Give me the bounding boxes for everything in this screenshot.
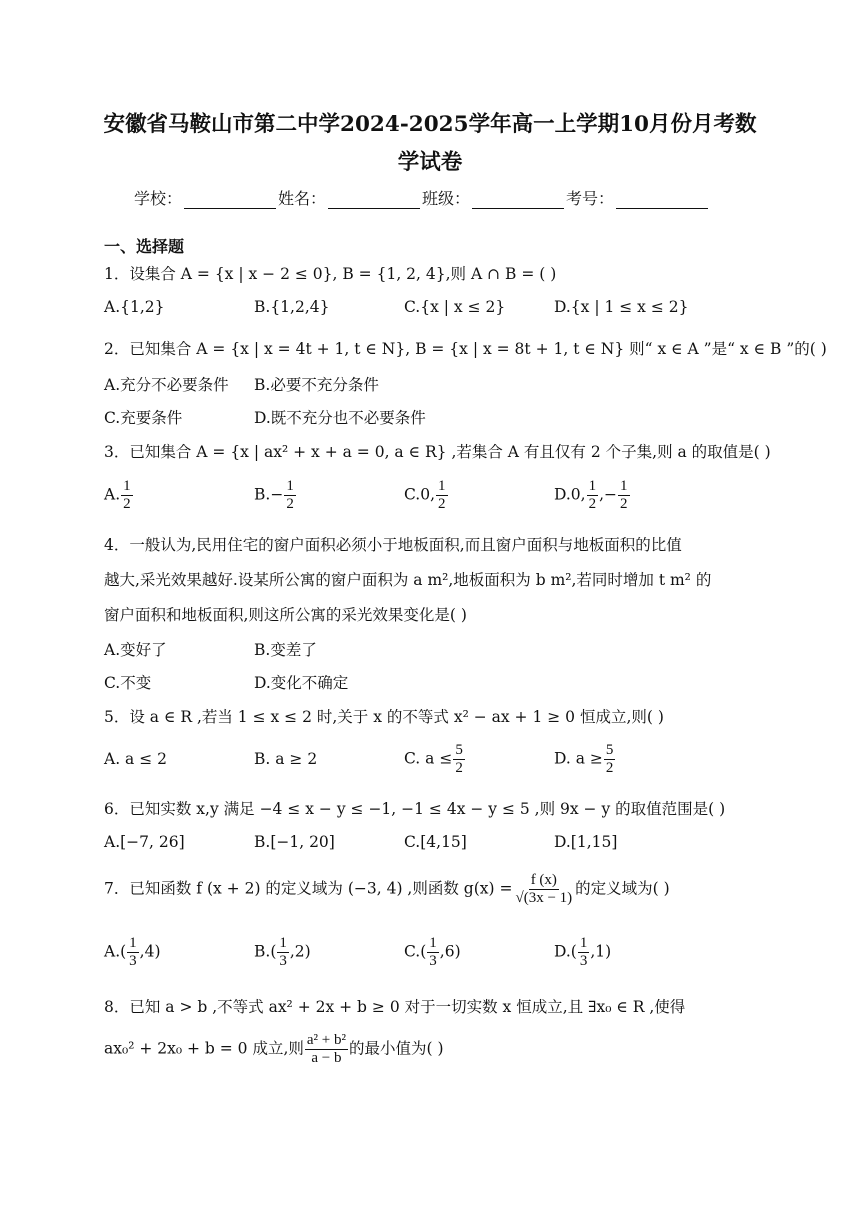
school-field: 学校：	[134, 186, 276, 209]
question-1-option-c[interactable]: C.{x | x ≤ 2}	[404, 298, 506, 316]
question-4-line2: 越大,采光效果越好.设某所公寓的窗户面积为 a m²,地板面积为 b m²,若同时增加 t m² 的	[104, 571, 712, 589]
question-5-option-d[interactable]: D. a ≥ $\frac{5}{2}$	[554, 742, 614, 776]
question-6-option-a[interactable]: A.[−7, 26]	[104, 833, 185, 851]
question-7-option-d[interactable]: D.( $\frac{1}{3}$ ,1)	[554, 935, 612, 969]
question-2-stem: 2．已知集合 A = {x | x = 4t + 1, t ∈ N}, B = {x | x = 8t + 1, t ∈ N} 则“ x ∈ A ”是“ x ∈ B ”的( )	[104, 340, 827, 358]
question-8-line2: ax₀² + 2x₀ + b = 0 成立,则 $\frac{\text{a² + b²}}{a - b}$ 的最小值为( )	[104, 1032, 444, 1066]
exam-title-line2: 学试卷	[397, 150, 463, 175]
question-7-option-c[interactable]: C.( $\frac{1}{3}$ ,6)	[404, 935, 461, 969]
name-field: 姓名：	[278, 186, 420, 209]
number-blank[interactable]	[616, 192, 708, 209]
question-3-option-c[interactable]: C.0, $\frac{1}{2}$	[404, 478, 446, 512]
class-blank[interactable]	[472, 192, 564, 209]
fraction: $\frac{f (x)}{√(3x - 1)}$	[515, 872, 573, 906]
question-6-stem: 6．已知实数 x,y 满足 −4 ≤ x − y ≤ −1, −1 ≤ 4x − y ≤ 5 ,则 9x − y 的取值范围是( )	[104, 800, 726, 818]
student-info-row	[134, 186, 710, 209]
question-4-line3: 窗户面积和地板面积,则这所公寓的采光效果变化是( )	[104, 606, 467, 624]
fraction: $\frac{1}{3}$	[429, 935, 437, 969]
class-field: 班级：	[422, 186, 564, 209]
fraction: $\frac{5}{2}$	[605, 742, 614, 776]
question-2-option-c[interactable]: C.充要条件	[104, 409, 183, 427]
number-field: 考号：	[566, 186, 708, 209]
fraction: $\frac{1}{2}$	[588, 478, 597, 512]
question-5-option-b[interactable]: B. a ≥ 2	[254, 750, 318, 768]
fraction: $\frac{1}{2}$	[620, 478, 628, 512]
fraction: $\frac{5}{2}$	[455, 742, 463, 776]
question-2-option-a[interactable]: A.充分不必要条件	[104, 376, 229, 394]
fraction: $\frac{1}{2}$	[438, 478, 446, 512]
question-3-stem: 3．已知集合 A = {x | ax² + x + a = 0, a ∈ R} ,若集合 A 有且仅有 2 个子集,则 a 的取值是( )	[104, 443, 771, 461]
fraction: $\frac{1}{3}$	[579, 935, 588, 969]
question-4-option-a[interactable]: A.变好了	[104, 641, 167, 659]
question-4-option-d[interactable]: D.变化不确定	[254, 674, 349, 692]
question-2-option-b[interactable]: B.必要不充分条件	[254, 376, 379, 394]
question-1-stem: 1．设集合 A = {x | x − 2 ≤ 0}, B = {1, 2, 4},则 A ∩ B = ( )	[104, 265, 557, 283]
question-5-option-a[interactable]: A. a ≤ 2	[104, 750, 167, 768]
question-1-option-d[interactable]: D.{x | 1 ≤ x ≤ 2}	[554, 298, 689, 316]
fraction: $\frac{1}{3}$	[129, 935, 137, 969]
question-1-option-b[interactable]: B.{1,2,4}	[254, 298, 330, 316]
question-1-option-a[interactable]: A.{1,2}	[104, 298, 165, 316]
fraction: $\frac{\text{a² + b²}}{a - b}$	[306, 1032, 347, 1066]
question-6-option-d[interactable]: D.[1,15]	[554, 833, 618, 851]
school-blank[interactable]	[184, 192, 276, 209]
question-8-line1: 8．已知 a > b ,不等式 ax² + 2x + b ≥ 0 对于一切实数 x 恒成立,且 ∃x₀ ∈ R ,使得	[104, 998, 686, 1016]
question-5-stem: 5．设 a ∈ R ,若当 1 ≤ x ≤ 2 时,关于 x 的不等式 x² − ax + 1 ≥ 0 恒成立,则( )	[104, 708, 664, 726]
fraction: $\frac{1}{2}$	[286, 478, 294, 512]
question-3-option-b[interactable]: B.− $\frac{1}{2}$	[254, 478, 294, 512]
question-7-option-b[interactable]: B.( $\frac{1}{3}$ ,2)	[254, 935, 311, 969]
question-4-option-c[interactable]: C.不变	[104, 674, 152, 692]
question-3-option-a[interactable]: A. $\frac{1}{2}$	[104, 478, 131, 512]
question-4-option-b[interactable]: B.变差了	[254, 641, 317, 659]
question-5-option-c[interactable]: C. a ≤ $\frac{5}{2}$	[404, 742, 463, 776]
fraction: $\frac{1}{3}$	[279, 935, 287, 969]
question-7-option-a[interactable]: A.( $\frac{1}{3}$ ,4)	[104, 935, 161, 969]
question-6-option-b[interactable]: B.[−1, 20]	[254, 833, 335, 851]
section-title: 一、选择题	[104, 237, 185, 256]
exam-title-line1: 安徽省马鞍山市第二中学2024-2025学年高一上学期10月份月考数	[103, 112, 757, 137]
question-3-option-d[interactable]: D.0, $\frac{1}{2}$ ,− $\frac{1}{2}$	[554, 478, 628, 512]
question-4-line1: 4．一般认为,民用住宅的窗户面积必须小于地板面积,而且窗户面积与地板面积的比值	[104, 536, 682, 554]
question-6-option-c[interactable]: C.[4,15]	[404, 833, 467, 851]
question-7-stem: 7．已知函数 f (x + 2) 的定义域为 (−3, 4) ,则函数 g(x) = $\frac{f (x)}{√(3x - 1)}$ 的定义域为( )	[104, 872, 670, 906]
fraction: $\frac{1}{2}$	[123, 478, 131, 512]
name-blank[interactable]	[328, 192, 420, 209]
question-2-option-d[interactable]: D.既不充分也不必要条件	[254, 409, 426, 427]
